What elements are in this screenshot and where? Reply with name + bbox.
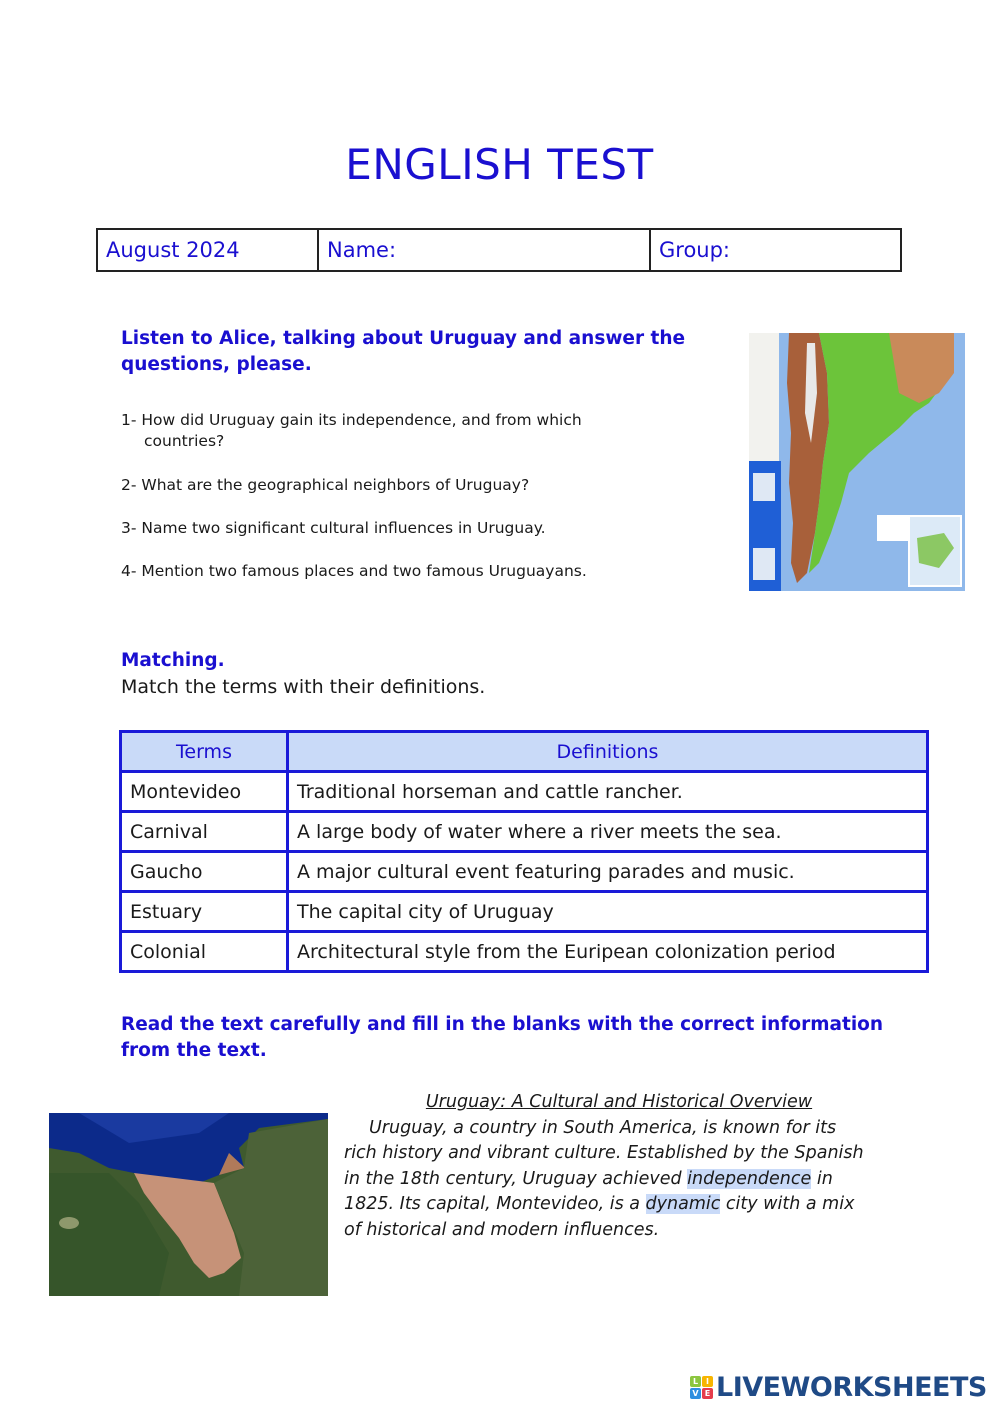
logo-block-i: I (702, 1376, 713, 1387)
term-cell[interactable]: Carnival (121, 812, 288, 852)
logo-block-l: L (690, 1376, 701, 1387)
student-info-table (96, 228, 902, 272)
logo-block-e: E (702, 1388, 713, 1399)
passage-text-1b: Uruguay, a country in South America, is known for its rich history and vibrant culture. Established by the Spanish in the 18th century, Uruguay achieved (344, 1117, 864, 1189)
passage-title: Uruguay: A Cultural and Historical Overview (425, 1092, 813, 1112)
logo-block-v: V (690, 1388, 701, 1399)
passage-text-1 (344, 1118, 369, 1138)
question-2: 2- What are the geographical neighbors of Uruguay? (121, 476, 530, 494)
passage-text-2: in 1825. Its capital, Montevideo, is a (344, 1168, 833, 1214)
definition-cell[interactable]: A large body of water where a river meets the sea. (288, 812, 928, 852)
listening-instruction: Listen to Alice, talking about Uruguay and answer the questions, please. (121, 328, 686, 375)
term-cell[interactable]: Montevideo (121, 772, 288, 812)
blank-independence[interactable]: independence (687, 1168, 812, 1189)
table-row (121, 932, 928, 972)
live-blocks-icon (690, 1376, 713, 1399)
liveworksheets-logo (690, 1372, 987, 1403)
reading-passage (344, 1090, 874, 1243)
blank-dynamic[interactable]: dynamic (645, 1194, 721, 1214)
south-america-map-image (749, 333, 965, 591)
term-cell[interactable]: Estuary (121, 892, 288, 932)
term-cell[interactable]: Gaucho (121, 852, 288, 892)
definition-cell[interactable]: Traditional horseman and cattle rancher. (288, 772, 928, 812)
question-4: 4- Mention two famous places and two famous Uruguayans. (121, 562, 587, 580)
table-header-row (121, 732, 928, 772)
reading-instruction: Read the text carefully and fill in the blanks with the correct information from the text. (121, 1014, 884, 1061)
definition-cell[interactable]: A major cultural event featuring parades and music. (288, 852, 928, 892)
table-row (121, 772, 928, 812)
definition-cell[interactable]: The capital city of Uruguay (288, 892, 928, 932)
estuary-satellite-image (49, 1113, 328, 1296)
header-definitions: Definitions (288, 732, 928, 772)
map-graphic (749, 333, 965, 591)
matching-subtitle: Match the terms with their definitions. (121, 676, 486, 698)
header-terms: Terms (121, 732, 288, 772)
estuary-graphic (49, 1113, 328, 1296)
logo-text: LIVEWORKSHEETS (716, 1372, 987, 1403)
table-row (121, 812, 928, 852)
name-field[interactable]: Name: (319, 230, 651, 270)
passage-text-3: city with a mix of historical and modern influences. (344, 1194, 855, 1240)
definition-cell[interactable]: Architectural style from the Euripean colonization period (288, 932, 928, 972)
question-1-line1: 1- How did Uruguay gain its independence, and from which (121, 411, 582, 429)
date-cell: August 2024 (98, 230, 319, 270)
group-field[interactable]: Group: (659, 238, 731, 262)
page-title: ENGLISH TEST (345, 140, 654, 190)
matching-title: Matching. (121, 650, 225, 671)
question-1 (121, 410, 721, 452)
table-row (121, 892, 928, 932)
table-row (121, 852, 928, 892)
term-cell[interactable]: Colonial (121, 932, 288, 972)
question-1-line2: countries? (144, 432, 225, 450)
question-3: 3- Name two significant cultural influences in Uruguay. (121, 519, 546, 537)
matching-table (119, 730, 929, 973)
